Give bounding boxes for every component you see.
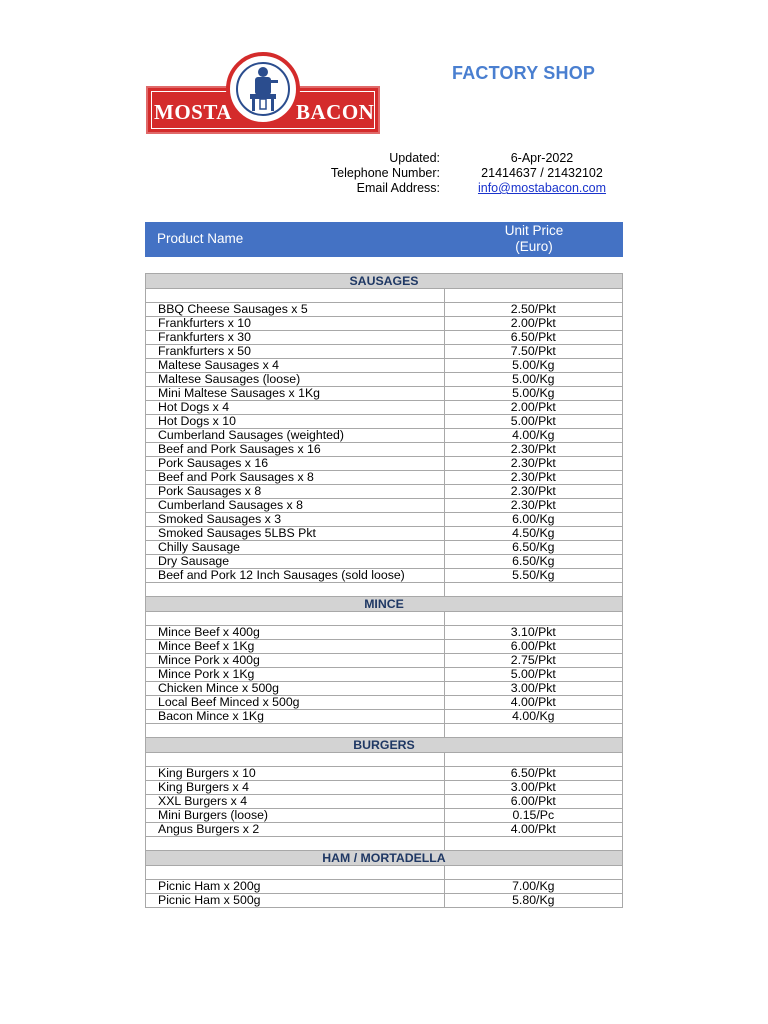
mosta-bacon-logo [146, 50, 380, 136]
blank-row [146, 724, 623, 738]
table-row [146, 317, 623, 331]
updated-label: Updated: [389, 151, 440, 165]
table-header [145, 222, 623, 257]
unit-price: 5.00/Kg [444, 359, 622, 373]
product-name: Local Beef Minced x 500g [146, 696, 445, 710]
logo-word-right: BACON [296, 100, 375, 124]
table-row [146, 387, 623, 401]
table-row [146, 373, 623, 387]
blank-row [146, 583, 623, 597]
butcher-figure-icon [230, 56, 296, 122]
logo-word-left: MOSTA [154, 100, 232, 124]
unit-price: 6.50/Pkt [444, 331, 622, 345]
blank-row [146, 612, 623, 626]
unit-price: 6.50/Kg [444, 555, 622, 569]
table-row [146, 569, 623, 583]
product-name: King Burgers x 10 [146, 767, 445, 781]
section-title: SAUSAGES [146, 274, 623, 289]
unit-price: 2.50/Pkt [444, 303, 622, 317]
table-row [146, 415, 623, 429]
section-header [146, 597, 623, 612]
info-values [462, 151, 622, 196]
unit-price: 2.30/Pkt [444, 443, 622, 457]
product-name: King Burgers x 4 [146, 781, 445, 795]
product-name: Maltese Sausages x 4 [146, 359, 445, 373]
table-row [146, 710, 623, 724]
table-row [146, 767, 623, 781]
section-header [146, 738, 623, 753]
unit-price: 3.10/Pkt [444, 626, 622, 640]
product-name: XXL Burgers x 4 [146, 795, 445, 809]
phone-label: Telephone Number: [330, 166, 440, 180]
table-row [146, 345, 623, 359]
table-row [146, 471, 623, 485]
product-name: Beef and Pork 12 Inch Sausages (sold loose) [146, 569, 445, 583]
product-name: Mince Pork x 400g [146, 654, 445, 668]
section-title: MINCE [146, 597, 623, 612]
blank-row [146, 866, 623, 880]
phone-value: 21414637 / 21432102 [481, 166, 603, 180]
blank-row [146, 837, 623, 851]
email-label: Email Address: [356, 181, 440, 195]
unit-price: 2.00/Pkt [444, 317, 622, 331]
unit-price: 7.00/Kg [444, 880, 622, 894]
product-name: Frankfurters x 50 [146, 345, 445, 359]
section-title: BURGERS [146, 738, 623, 753]
header-unit-price-line2: (Euro) [515, 239, 553, 254]
logo-emblem [226, 52, 300, 126]
product-name: Mince Beef x 400g [146, 626, 445, 640]
info-labels [300, 151, 440, 196]
table-row [146, 359, 623, 373]
product-name: Angus Burgers x 2 [146, 823, 445, 837]
blank-row [146, 289, 623, 303]
product-name: Maltese Sausages (loose) [146, 373, 445, 387]
unit-price: 6.50/Kg [444, 541, 622, 555]
product-name: Mince Beef x 1Kg [146, 640, 445, 654]
table-row [146, 555, 623, 569]
unit-price: 7.50/Pkt [444, 345, 622, 359]
table-row [146, 668, 623, 682]
product-name: Mince Pork x 1Kg [146, 668, 445, 682]
product-name: Beef and Pork Sausages x 8 [146, 471, 445, 485]
unit-price: 5.00/Kg [444, 387, 622, 401]
product-name: Mini Maltese Sausages x 1Kg [146, 387, 445, 401]
product-name: Dry Sausage [146, 555, 445, 569]
product-name: Frankfurters x 10 [146, 317, 445, 331]
product-name: Bacon Mince x 1Kg [146, 710, 445, 724]
unit-price: 2.30/Pkt [444, 471, 622, 485]
unit-price: 2.30/Pkt [444, 499, 622, 513]
email-link[interactable]: info@mostabacon.com [477, 181, 607, 195]
page-title: FACTORY SHOP [452, 63, 596, 83]
table-row [146, 795, 623, 809]
blank-row [146, 753, 623, 767]
product-name: Chicken Mince x 500g [146, 682, 445, 696]
table-row [146, 541, 623, 555]
unit-price: 6.00/Kg [444, 513, 622, 527]
table-row [146, 401, 623, 415]
table-row [146, 696, 623, 710]
table-row [146, 331, 623, 345]
table-row [146, 894, 623, 908]
unit-price: 4.00/Kg [444, 710, 622, 724]
table-row [146, 626, 623, 640]
unit-price: 2.75/Pkt [444, 654, 622, 668]
table-row [146, 823, 623, 837]
section-title: HAM / MORTADELLA [146, 851, 623, 866]
unit-price: 3.00/Pkt [444, 781, 622, 795]
table-row [146, 654, 623, 668]
header-unit-price [445, 223, 623, 255]
table-row [146, 880, 623, 894]
table-row [146, 303, 623, 317]
table-row [146, 527, 623, 541]
unit-price: 2.00/Pkt [444, 401, 622, 415]
product-name: Chilly Sausage [146, 541, 445, 555]
header-product-name: Product Name [157, 231, 244, 246]
unit-price: 5.00/Pkt [444, 415, 622, 429]
product-name: BBQ Cheese Sausages x 5 [146, 303, 445, 317]
unit-price: 5.50/Kg [444, 569, 622, 583]
product-name: Pork Sausages x 16 [146, 457, 445, 471]
unit-price: 3.00/Pkt [444, 682, 622, 696]
unit-price: 4.00/Pkt [444, 823, 622, 837]
table-row [146, 640, 623, 654]
unit-price: 6.00/Pkt [444, 795, 622, 809]
unit-price: 2.30/Pkt [444, 457, 622, 471]
table-row [146, 781, 623, 795]
product-name: Mini Burgers (loose) [146, 809, 445, 823]
header-unit-price-line1: Unit Price [504, 223, 564, 238]
table-row [146, 499, 623, 513]
product-name: Beef and Pork Sausages x 16 [146, 443, 445, 457]
updated-value: 6-Apr-2022 [510, 151, 574, 165]
unit-price: 6.50/Pkt [444, 767, 622, 781]
product-name: Picnic Ham x 200g [146, 880, 445, 894]
product-name: Picnic Ham x 500g [146, 894, 445, 908]
unit-price: 2.30/Pkt [444, 485, 622, 499]
product-name: Hot Dogs x 4 [146, 401, 445, 415]
product-name: Pork Sausages x 8 [146, 485, 445, 499]
table-row [146, 809, 623, 823]
section-header [146, 274, 623, 289]
table-row [146, 682, 623, 696]
unit-price: 6.00/Pkt [444, 640, 622, 654]
unit-price: 5.80/Kg [444, 894, 622, 908]
table-row [146, 443, 623, 457]
price-list-table [145, 273, 623, 908]
product-name: Frankfurters x 30 [146, 331, 445, 345]
unit-price: 0.15/Pc [444, 809, 622, 823]
section-header [146, 851, 623, 866]
product-name: Smoked Sausages 5LBS Pkt [146, 527, 445, 541]
unit-price: 4.00/Kg [444, 429, 622, 443]
unit-price: 4.50/Kg [444, 527, 622, 541]
table-row [146, 429, 623, 443]
product-name: Cumberland Sausages x 8 [146, 499, 445, 513]
table-row [146, 457, 623, 471]
product-name: Hot Dogs x 10 [146, 415, 445, 429]
unit-price: 4.00/Pkt [444, 696, 622, 710]
table-row [146, 513, 623, 527]
product-name: Smoked Sausages x 3 [146, 513, 445, 527]
table-row [146, 485, 623, 499]
unit-price: 5.00/Pkt [444, 668, 622, 682]
product-name: Cumberland Sausages (weighted) [146, 429, 445, 443]
unit-price: 5.00/Kg [444, 373, 622, 387]
